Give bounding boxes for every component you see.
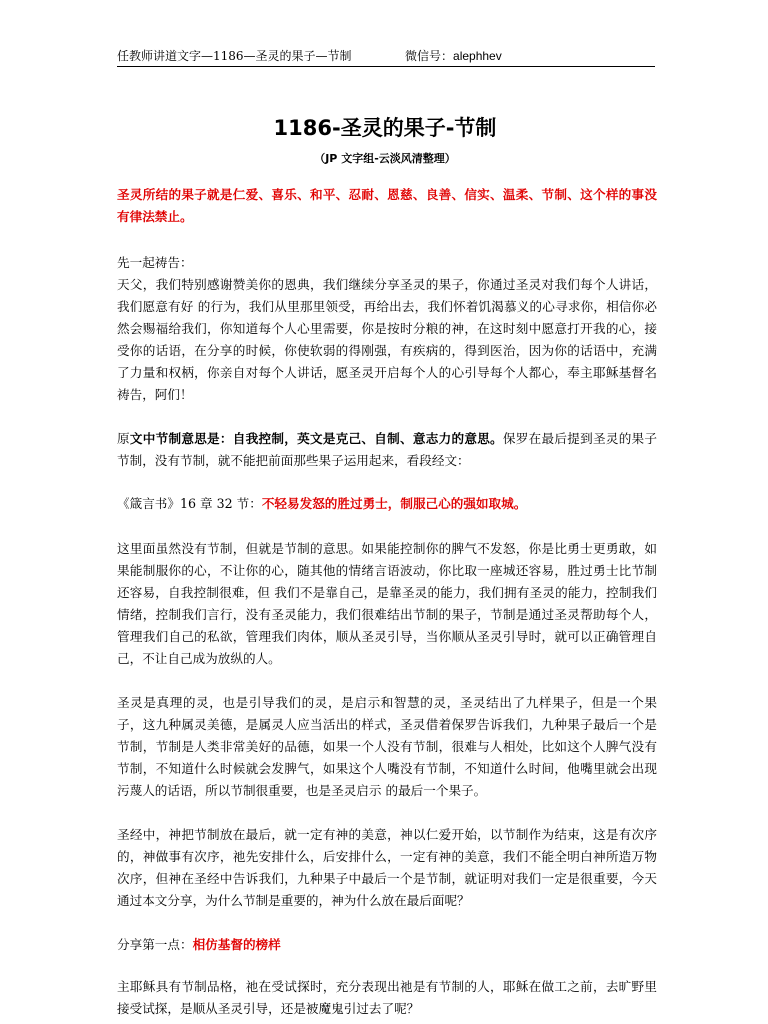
document-body xyxy=(117,184,657,1020)
page-header xyxy=(117,46,655,67)
document-subtitle: （JP 文字组-云淡风清整理） xyxy=(314,152,456,165)
header-wechat xyxy=(405,46,502,66)
proverb-paragraph xyxy=(117,493,657,515)
prayer-heading: 先一起祷告： xyxy=(117,255,193,270)
original-meaning-paragraph xyxy=(117,428,657,472)
intro-paragraph: 圣灵所结的果子就是仁爱、喜乐、和平、忍耐、恩慈、良善、信实、温柔、节制、这个样的事没有律法禁止。 xyxy=(117,187,657,224)
body-paragraph: 主耶稣具有节制品格，祂在受试探时，充分表现出祂是有节制的人，耶稣在做工之前，去旷野里接受试探，是顺从圣灵引导，还是被魔鬼引过去了呢？ xyxy=(117,979,657,1016)
proverb-verse: 不轻易发怒的胜过勇士，制服己心的强如取城。 xyxy=(261,496,527,511)
wechat-label: 微信号： xyxy=(405,49,454,63)
body-paragraph: 圣灵是真理的灵，也是引导我们的灵，是启示和智慧的灵，圣灵结出了九样果子，但是一个果子，这九种属灵美德，是属灵人应当活出的样式，圣灵借着保罗告诉我们，九种果子最后一个是节制，节制是人类非常美好的品德，如果一个人没有节制，很难与人相处，比如这个人脾气没有节制，不知道什么时候就会发脾气，如果这个人嘴没有节制，不知道什么时间，他嘴里就会出现污蔑人的话语，所以节制很重要，也是圣灵启示 的最后一个果子。 xyxy=(117,695,657,798)
share-label: 分享第一点： xyxy=(117,937,193,952)
original-prefix: 原 xyxy=(117,431,130,446)
document-title: 1186-圣灵的果子-节制 xyxy=(273,116,497,140)
prayer-paragraph: 天父，我们特别感谢赞美你的恩典，我们继续分享圣灵的果子，你通过圣灵对我们每个人讲话，我们愿意有好 的行为，我们从里那里领受，再给出去，我们怀着饥渴慕义的心寻求你，相信你必然会赐福给我们，你知道每个人心里需要，你是按时分粮的神，在这时刻中愿意打开我的心，接受你的话语，在分享的时候，你使软弱的得刚强，有疾病的，得到医治，因为你的话语中，充满了力量和权柄，你亲自对每个人讲话，愿圣灵开启每个人的心引导每个人都心，奉主耶稣基督名祷告，阿们！ xyxy=(117,277,657,402)
body-paragraph: 圣经中，神把节制放在最后，就一定有神的美意，神以仁爱开始，以节制作为结束，这是有次序的，神做事有次序，祂先安排什么，后安排什么，一定有神的美意，我们不能全明白神所造万物次序，但神在圣经中告诉我们，九种果子中最后一个是节制，就证明对我们一定是很重要，今天通过本文分享，为什么节制是重要的，神为什么放在最后面呢？ xyxy=(117,827,657,908)
original-bold-text: 文中节制意思是：自我控制，英文是克己、自制、意志力的意思。 xyxy=(129,431,503,446)
wechat-id: alephhev xyxy=(453,49,502,63)
original-rest-text: 保罗在最后提到圣灵的果子节制，没有节制，就不能把前面那些果子运用起来，看段经文： xyxy=(117,431,658,468)
header-title: 任教师讲道文字—1186—圣灵的果子—节制 xyxy=(117,49,352,63)
share-point-heading xyxy=(117,934,657,956)
share-topic: 相仿基督的榜样 xyxy=(192,937,281,952)
body-paragraph: 这里面虽然没有节制，但就是节制的意思。如果能控制你的脾气不发怒，你是比勇士更勇敢，如果能制服你的心，不让你的心，随其他的情绪言语波动，你比取一座城还容易，胜过勇士比节制还容易，自我控制很难，但 我们不是靠自己，是靠圣灵的能力，我们拥有圣灵的能力，控制我们情绪，控制我们言行，没有圣灵能力，我们很难结出节制的果子，节制是通过圣灵帮助每个人，管理我们自己的私欲，管理我们肉体，顺从圣灵引导，当你顺从圣灵引导时，就可以正确管理自己，不让自己成为放纵的人。 xyxy=(117,541,657,666)
proverb-reference: 《箴言书》16 章 32 节： xyxy=(117,496,262,511)
